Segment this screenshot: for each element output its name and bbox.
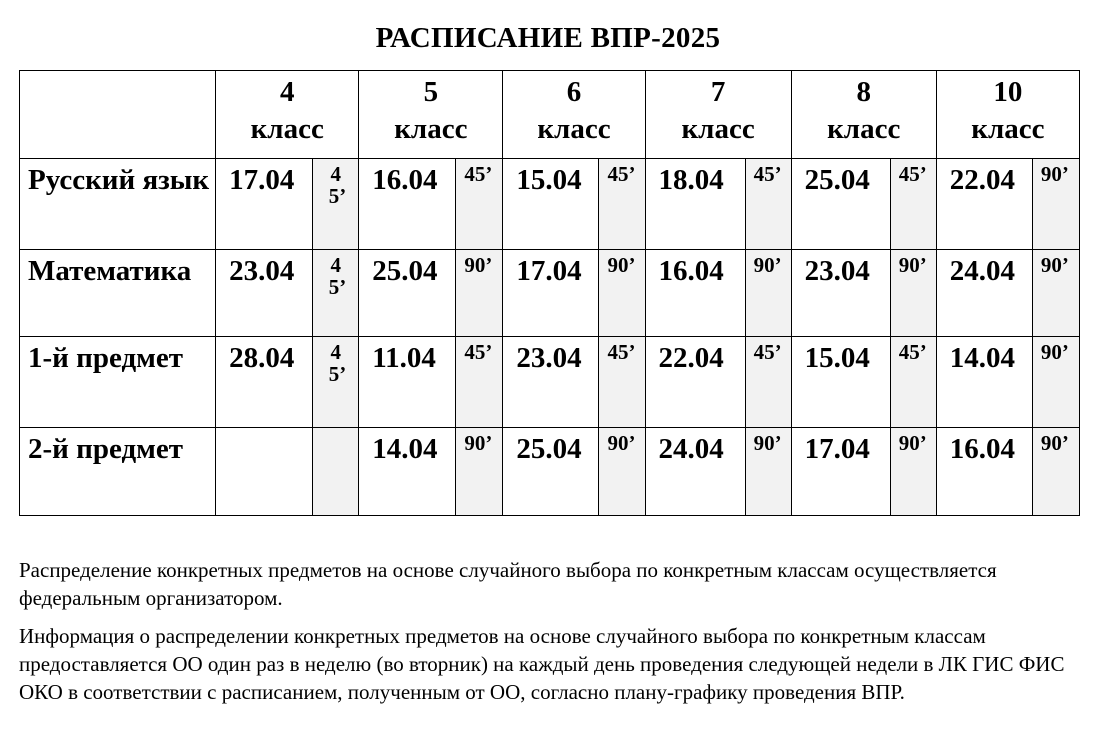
grade-header (359, 71, 503, 159)
grade-number: 7 (710, 76, 726, 108)
grade-number: 4 (279, 76, 295, 108)
duration-cell: 90’ (456, 428, 503, 516)
grade-word: класс (971, 113, 1045, 145)
duration-cell: 90’ (1032, 250, 1079, 337)
page-title: РАСПИСАНИЕ ВПР-2025 (375, 22, 721, 54)
note-paragraph: Распределение конкретных предметов на основе случайного выбора по конкретным классам осуществляется федеральным организатором. (19, 558, 997, 610)
duration-cell (313, 159, 359, 250)
duration-cell: 45’ (745, 159, 791, 250)
duration-cell: 90’ (890, 250, 936, 337)
date-cell: 16.04 (359, 159, 456, 250)
date-cell: 28.04 (216, 337, 313, 428)
date-cell: 14.04 (936, 337, 1032, 428)
date-cell: 17.04 (791, 428, 890, 516)
note-paragraph: Информация о распределении конкретных предметов на основе случайного выбора по конкретным классам предоставляется ОО один раз в неделю (во вторник) на каждый день проведения следующей недели в ЛК ГИС ФИС ОКО в соответствии с расписанием, полученным от ОО, согласно плану-графику проведения ВПР. (19, 624, 1065, 704)
subject-cell: 2-й предмет (20, 428, 216, 516)
date-cell: 16.04 (645, 250, 745, 337)
duration-cell: 90’ (1032, 428, 1079, 516)
duration-cell: 90’ (1032, 159, 1079, 250)
table-row-subject-2 (20, 428, 1080, 516)
duration-value: 45’ (328, 162, 347, 208)
date-cell: 15.04 (503, 159, 599, 250)
date-cell: 17.04 (216, 159, 313, 250)
date-cell: 18.04 (645, 159, 745, 250)
date-cell: 25.04 (359, 250, 456, 337)
grade-word: класс (827, 113, 901, 145)
duration-value: 45’ (328, 253, 347, 299)
duration-cell: 45’ (745, 337, 791, 428)
duration-cell: 45’ (890, 159, 936, 250)
grade-number: 8 (856, 76, 871, 108)
date-cell: 24.04 (645, 428, 745, 516)
date-cell: 16.04 (936, 428, 1032, 516)
table-row-russian (20, 159, 1080, 250)
duration-cell (313, 337, 359, 428)
grade-word: класс (537, 113, 611, 145)
duration-cell (313, 250, 359, 337)
grade-number: 10 (993, 76, 1023, 108)
grade-header (791, 71, 936, 159)
date-cell: 25.04 (503, 428, 599, 516)
notes-section (19, 556, 1079, 716)
duration-cell: 45’ (456, 337, 503, 428)
date-cell: 17.04 (503, 250, 599, 337)
date-cell: 25.04 (791, 159, 890, 250)
date-cell (216, 428, 313, 516)
date-cell: 15.04 (791, 337, 890, 428)
duration-cell: 90’ (745, 428, 791, 516)
duration-value: 45’ (328, 340, 347, 386)
duration-cell: 90’ (456, 250, 503, 337)
duration-cell: 90’ (599, 250, 645, 337)
grade-number: 6 (566, 76, 582, 108)
date-cell: 23.04 (216, 250, 313, 337)
grade-word: класс (681, 113, 755, 145)
duration-cell (313, 428, 359, 516)
duration-cell: 90’ (1032, 337, 1079, 428)
duration-cell: 90’ (890, 428, 936, 516)
duration-cell: 45’ (599, 337, 645, 428)
grade-header (216, 71, 359, 159)
schedule-table (19, 70, 1080, 516)
corner-cell (20, 71, 216, 159)
subject-cell: Математика (20, 250, 216, 337)
grade-word: класс (250, 113, 324, 145)
duration-cell: 45’ (890, 337, 936, 428)
duration-cell: 90’ (745, 250, 791, 337)
date-cell: 22.04 (936, 159, 1032, 250)
table-row-math (20, 250, 1080, 337)
date-cell: 23.04 (503, 337, 599, 428)
date-cell: 11.04 (359, 337, 456, 428)
grade-header (503, 71, 645, 159)
subject-cell: Русский язык (20, 159, 216, 250)
header-row (20, 71, 1080, 159)
duration-cell: 45’ (599, 159, 645, 250)
duration-cell: 90’ (599, 428, 645, 516)
duration-cell: 45’ (456, 159, 503, 250)
subject-cell: 1-й предмет (20, 337, 216, 428)
date-cell: 23.04 (791, 250, 890, 337)
grade-word: класс (394, 113, 468, 145)
grade-number: 5 (423, 76, 439, 108)
date-cell: 22.04 (645, 337, 745, 428)
grade-header (645, 71, 791, 159)
table-row-subject-1 (20, 337, 1080, 428)
grade-header (936, 71, 1079, 159)
date-cell: 14.04 (359, 428, 456, 516)
date-cell: 24.04 (936, 250, 1032, 337)
